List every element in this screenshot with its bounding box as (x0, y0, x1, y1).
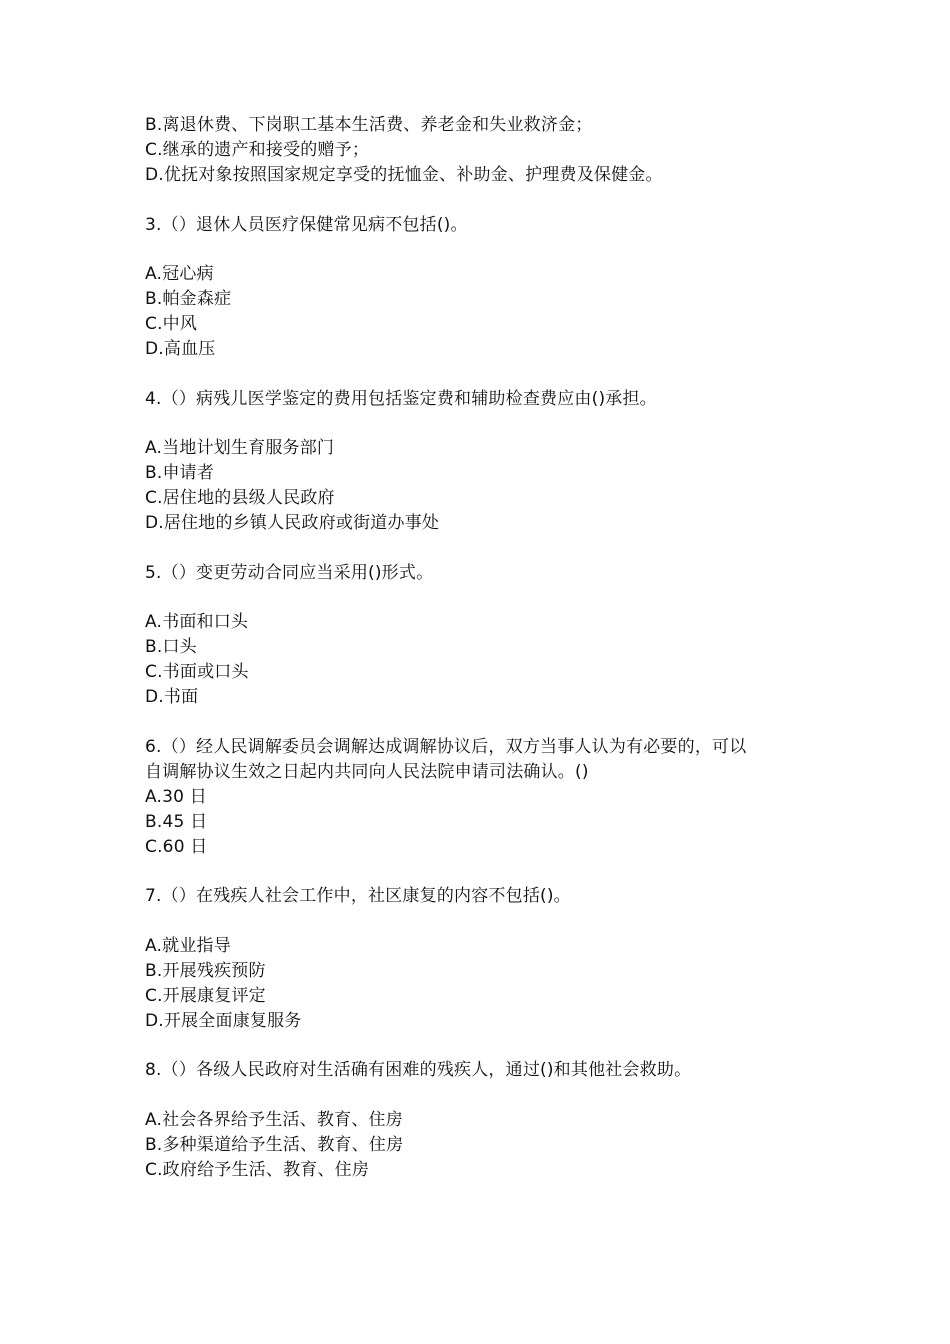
option-line: C.书面或口头 (145, 662, 249, 682)
option-line: C.60 日 (145, 837, 208, 857)
option-line: B.45 日 (145, 812, 208, 832)
question-5: 5.（）变更劳动合同应当采用()形式。 (145, 563, 434, 583)
option-line: A.冠心病 (145, 264, 214, 284)
question-8: 8.（）各级人民政府对生活确有困难的残疾人，通过()和其他社会救助。 (145, 1060, 692, 1080)
option-line: A.就业指导 (145, 936, 231, 956)
question-6-continued: 自调解协议生效之日起内共同向人民法院申请司法确认。() (145, 762, 589, 782)
question-7: 7.（）在残疾人社会工作中，社区康复的内容不包括()。 (145, 886, 571, 906)
question-6: 6.（）经人民调解委员会调解达成调解协议后，双方当事人认为有必要的，可以 (145, 737, 747, 757)
option-line: B.多种渠道给予生活、教育、住房 (145, 1135, 404, 1155)
option-line: D.优抚对象按照国家规定享受的抚恤金、补助金、护理费及保健金。 (145, 165, 663, 185)
option-line: C.政府给予生活、教育、住房 (145, 1160, 370, 1180)
option-line: D.开展全面康复服务 (145, 1011, 302, 1031)
option-line: B.帕金森症 (145, 289, 232, 309)
option-line: B.开展残疾预防 (145, 961, 266, 981)
option-line: D.高血压 (145, 339, 216, 359)
option-line: A.当地计划生育服务部门 (145, 438, 335, 458)
option-line: D.书面 (145, 687, 199, 707)
option-line: C.居住地的县级人民政府 (145, 488, 335, 508)
option-line: C.开展康复评定 (145, 986, 266, 1006)
option-line: C.中风 (145, 314, 198, 334)
option-line: D.居住地的乡镇人民政府或街道办事处 (145, 513, 440, 533)
option-line: B.离退休费、下岗职工基本生活费、养老金和失业救济金； (145, 115, 593, 135)
question-4: 4.（）病残儿医学鉴定的费用包括鉴定费和辅助检查费应由()承担。 (145, 389, 657, 409)
option-line: A.书面和口头 (145, 612, 249, 632)
option-line: A.社会各界给予生活、教育、住房 (145, 1110, 403, 1130)
question-3: 3.（）退休人员医疗保健常见病不包括()。 (145, 215, 468, 235)
option-line: C.继承的遗产和接受的赠予； (145, 140, 370, 160)
option-line: A.30 日 (145, 787, 207, 807)
option-line: B.口头 (145, 637, 197, 657)
option-line: B.申请者 (145, 463, 215, 483)
